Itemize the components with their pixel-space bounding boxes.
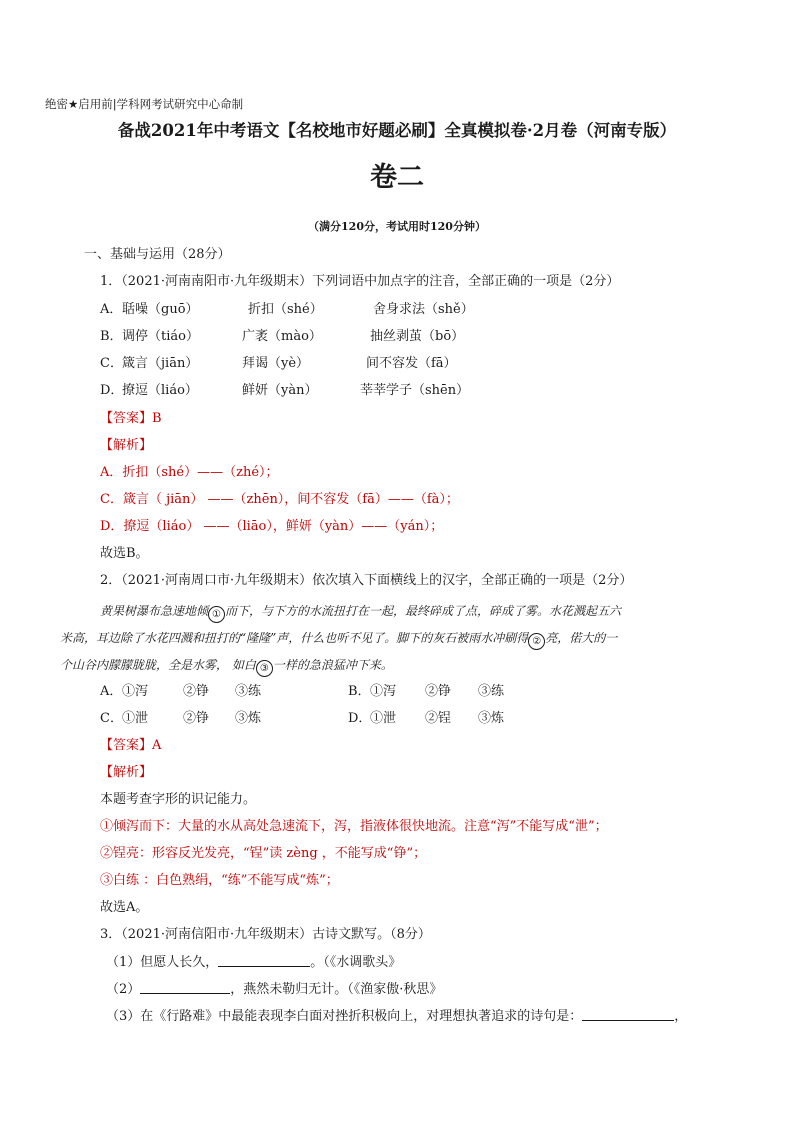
blank-marker-2: ② bbox=[528, 633, 545, 650]
answer-blank[interactable] bbox=[218, 954, 310, 967]
confidential-header: 绝密★启用前|学科网考试研究中心命制 bbox=[45, 97, 244, 111]
q1-analysis-line: A．折扣（shé）——（zhé）； bbox=[100, 465, 279, 480]
answer-blank[interactable] bbox=[582, 1008, 674, 1021]
q1-conclusion: 故选B。 bbox=[100, 546, 149, 561]
q1-stem: 1．（2021·河南南阳市·九年级期末）下列词语中加点字的注音，全部正确的一项是（2分） bbox=[100, 274, 620, 289]
q2-stem: 2．（2021·河南周口市·九年级期末）依次填入下面横线上的汉字，全部正确的一项是（2分） bbox=[100, 573, 633, 588]
q2-conclusion: 故选A。 bbox=[100, 900, 149, 915]
q1-analysis-line: D．撩逗（liáo） ——（liāo），鲜妍（yàn）——（yán）； bbox=[100, 519, 444, 534]
q3-stem: 3．（2021·河南信阳市·九年级期末）古诗文默写。（8分） bbox=[100, 927, 431, 942]
q1-answer: 【答案】B bbox=[100, 411, 162, 426]
exam-title: 备战2021年中考语文【名校地市好题必刷】全真模拟卷·2月卷（河南专版） bbox=[117, 121, 677, 140]
q2-analysis-line: ①倾泻而下：大量的水从高处急速流下，泻，指液体很快地流。注意“泻”不能写成“泄”； bbox=[100, 819, 608, 834]
q2-passage-line: 黄果树瀑布急速地倾 ① 而下，与下方的水流扭打在一起，最终碎成了点，碎成了雾。水花溅起五六 bbox=[100, 603, 621, 623]
q2-passage-line: 米高，耳边除了水花四溅和扭打的“隆隆”声，什么也听不见了。脚下的灰石被雨水冲刷得 ② 亮，偌大的一 bbox=[60, 630, 617, 650]
exam-subtitle: 卷二 bbox=[370, 162, 424, 193]
q1-analysis-label: 【解析】 bbox=[100, 438, 153, 453]
q2-passage-line: 个山谷内朦朦胧胧，全是水雾， 如白 ③ 一样的急浪猛冲下来。 bbox=[60, 657, 393, 677]
q2-answer: 【答案】A bbox=[100, 738, 162, 753]
q2-analysis-intro: 本题考查字形的识记能力。 bbox=[100, 792, 257, 807]
blank-marker-1: ① bbox=[208, 606, 225, 623]
q2-analysis-label: 【解析】 bbox=[100, 765, 153, 780]
q1-analysis-line: C．箴言（ jiān） ——（zhēn），间不容发（fā）——（fà）； bbox=[100, 492, 459, 507]
answer-blank[interactable] bbox=[140, 981, 230, 994]
q3-line-3: （3）在《行路难》中最能表现李白面对挫折积极向上，对理想执著追求的诗句是： ， bbox=[106, 1009, 688, 1024]
document-page: 绝密★启用前|学科网考试研究中心命制 备战2021年中考语文【名校地市好题必刷】全真模拟卷·2月卷（河南专版） 卷二 （满分120分，考试用时120分钟） 一、基础与运用（28分） 1．（2021·河南南阳市·九年级期末）下列词语中加点字的注音，全部正确的一项是（2分） A． 聒噪（guō） 折扣（shé） 舍身求法（shě） B． 调停（tiáo） 广袤（mào） 抽丝剥茧（bō） C． 箴言（jiān） 拜谒（yè） 间不容发（fā） D． 撩逗（liáo） 鲜妍（yàn） 莘莘学子（shēn） 【答案】B 【解析】 A．折扣（shé）——（zhé）； C．箴言（ jiān） ——（zhēn），间不容发（fā）——（fà）； D．撩逗（liáo） ——（liāo），鲜妍（yàn）——（yán）； 故选B。 2．（2021·河南周口市·九年级期末）依次填入下面横线上的汉字，全部正确的一项是（2分） 黄果树瀑布急速地倾 ① 而下，与下方的水流扭打在一起，最终碎成了点，碎成了雾。水花溅起五六 米高，耳边除了水花四溅和扭打的“隆隆”声，什么也听不见了。脚下的灰石被雨水冲刷得 ② 亮，偌大的一 个山谷内朦朦胧胧，全是水雾， 如白 ③ 一样的急浪猛冲下来。 A． ①泻 ②铮 ③练 B． ①泻 ②铮 ③练 C． ①泄 ②铮 ③炼 D． ①泄 ②锃 ③炼 【答案】A 【解析】 本题考查字形的识记能力。 ①倾泻而下：大量的水从高处急速流下，泻，指液体很快地流。注意“泻”不能写成“泄”； ②锃亮：形容反光发亮，“锃”读 zèng ，不能写成“铮”； ③白练 ：白色熟绢，“练”不能写成“炼”； 故选A。 3．（2021·河南信阳市·九年级期末）古诗文默写。（8分） （1）但愿人长久， 。（《水调歌头》 （2） ，燕然未勒归无计。（《渔家傲·秋思》 （3）在《行路难》中最能表现李白面对挫折积极向上，对理想执著追求的诗句是： ， bbox=[0, 0, 794, 1123]
blank-marker-3: ③ bbox=[256, 660, 273, 677]
q2-analysis-line: ②锃亮：形容反光发亮，“锃”读 zèng ，不能写成“铮”； bbox=[100, 846, 427, 861]
q3-line-1: （1）但愿人长久， 。（《水调歌头》 bbox=[106, 955, 402, 970]
exam-note: （满分120分，考试用时120分钟） bbox=[308, 220, 486, 233]
q2-analysis-line: ③白练 ：白色熟绢，“练”不能写成“炼”； bbox=[100, 873, 339, 888]
section-heading: 一、基础与运用（28分） bbox=[84, 247, 231, 262]
q3-line-2: （2） ，燕然未勒归无计。（《渔家傲·秋思》 bbox=[106, 982, 443, 997]
